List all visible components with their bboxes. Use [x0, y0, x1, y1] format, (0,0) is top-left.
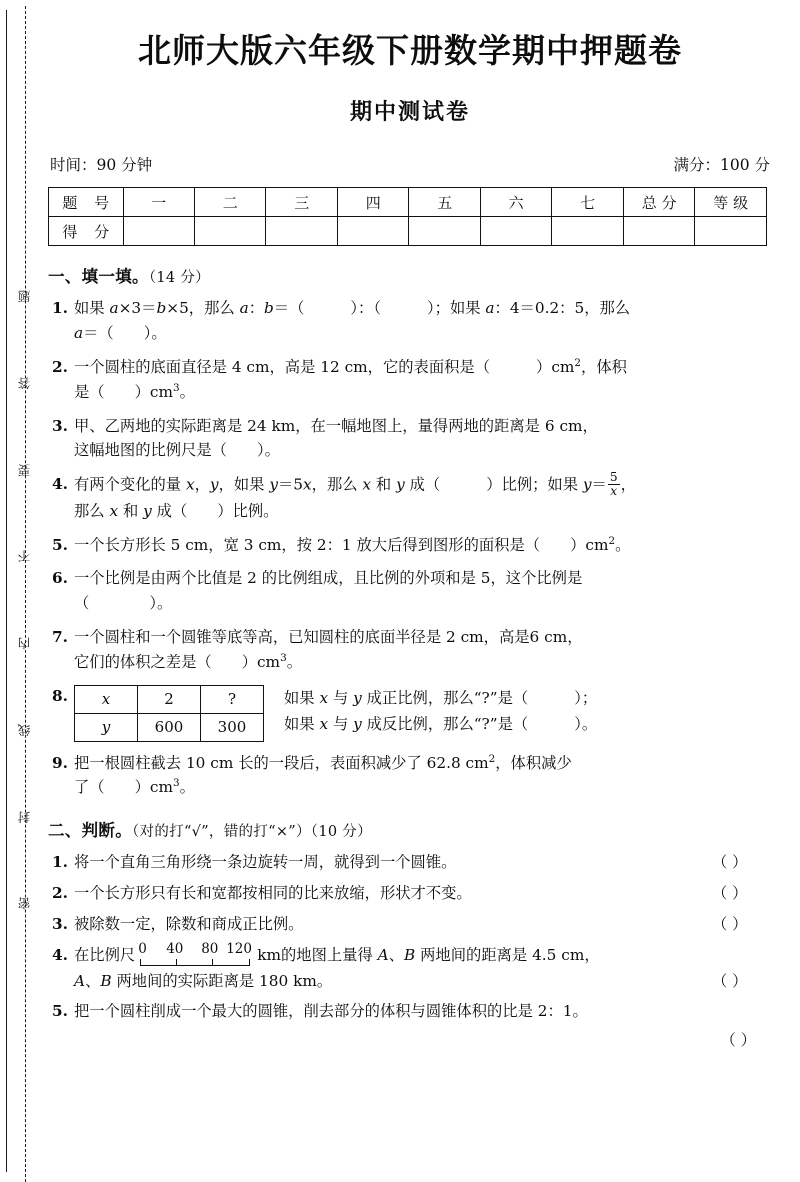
- var-x: x: [185, 475, 195, 494]
- cell-x-value-2: ?: [201, 685, 264, 713]
- question-number: 4.: [52, 475, 68, 494]
- question-2-2: [48, 881, 772, 906]
- seal-char-4: 内: [16, 637, 32, 650]
- question-number: 8.: [52, 686, 68, 705]
- question-1-6: [48, 566, 772, 616]
- question-body: [74, 751, 772, 801]
- q-text: ×3＝: [118, 299, 157, 318]
- question-number: 3.: [52, 914, 68, 933]
- unit-exponent: 2: [488, 752, 496, 765]
- seal-char-7: 密: [16, 897, 32, 910]
- question-2-4: [48, 940, 772, 994]
- score-table-value-row: [49, 217, 767, 246]
- true-false-answer-paren[interactable]: （ ）: [712, 971, 748, 990]
- scale-tick-120: [249, 959, 250, 966]
- q-text: ：4＝0.2：5，那么: [494, 299, 631, 318]
- q-text: 。: [286, 652, 302, 671]
- section-1-heading: [48, 263, 772, 287]
- q-text: 是（: [74, 382, 105, 401]
- question-8-text: [284, 684, 597, 738]
- q-text: 把一根圆柱截去 10 cm 长的一段后，表面积减少了 62.8 cm: [74, 753, 489, 772]
- q-text: 和: [118, 501, 144, 520]
- seal-char-1: 答: [16, 376, 32, 390]
- page-subtitle: 期中测试卷: [349, 99, 470, 126]
- question-2-5: [48, 999, 772, 1053]
- var-b: b: [156, 299, 167, 318]
- point-B: B: [404, 945, 416, 964]
- section-2-title: 二、判断。: [48, 821, 132, 841]
- q-text: 和: [371, 475, 397, 494]
- q-text: ，如果: [218, 475, 270, 494]
- q-text: 如果: [284, 714, 320, 733]
- seal-char-6: 封: [16, 810, 32, 824]
- true-false-answer-paren[interactable]: （ ）: [720, 1031, 756, 1050]
- question-1-7: [48, 625, 772, 675]
- q-text: ）。: [143, 324, 167, 343]
- point-B: B: [100, 971, 112, 990]
- q-text: 一个圆柱和一个圆锥等底等高，已知圆柱的底面半径是 2 cm，高是6 cm，: [74, 627, 583, 646]
- q-text: 被除数一定，除数和商成正比例。: [74, 914, 304, 933]
- q-text: 成正比例，那么“?”是（: [361, 688, 529, 707]
- var-x: x: [319, 714, 329, 733]
- var-x: x: [319, 688, 329, 707]
- q-text: ）cm: [134, 778, 173, 797]
- time-label: 时间：90 分钟: [50, 156, 153, 175]
- score-cell-grade[interactable]: [695, 217, 767, 246]
- seal-char-3: 不: [16, 550, 32, 563]
- var-x: x: [303, 475, 312, 494]
- q-text: ，: [620, 475, 636, 494]
- q-text: ）。: [256, 441, 280, 460]
- proportion-table: [74, 685, 264, 742]
- unit-exponent: 2: [574, 356, 582, 369]
- question-body: [74, 414, 772, 464]
- var-a: a: [239, 299, 249, 318]
- q-text: 的地图上量得: [280, 945, 378, 964]
- q-text: ＝（: [83, 324, 114, 343]
- question-number: 5.: [52, 1002, 68, 1021]
- unit-exponent: 3: [172, 777, 180, 790]
- q-text: ）cm: [536, 357, 575, 376]
- q-text: ）；: [574, 688, 598, 707]
- question-2-1: [48, 850, 772, 875]
- question-1-1: [48, 296, 772, 346]
- q-text: ，体积减少: [495, 753, 572, 772]
- fraction-denominator: x: [608, 484, 620, 498]
- q-text: 把一个圆柱削成一个最大的圆锥，削去部分的体积与圆锥体积的比是 2：1。: [74, 1002, 588, 1021]
- q-text: ＝5: [277, 475, 304, 494]
- q-text: ＝: [591, 475, 607, 494]
- var-x: x: [109, 501, 119, 520]
- q-text: ）cm: [134, 382, 173, 401]
- var-y: y: [143, 501, 152, 520]
- q-text: ）：（: [350, 299, 381, 318]
- q-text: 如果: [284, 688, 320, 707]
- score-col-4: 四: [337, 188, 408, 217]
- q-text-line2: [74, 969, 688, 994]
- question-body: [74, 355, 772, 405]
- var-y: y: [209, 475, 219, 494]
- cell-x-label: x: [75, 685, 138, 713]
- score-col-5: 五: [409, 188, 480, 217]
- q-text: 了（: [74, 778, 105, 797]
- var-y: y: [396, 475, 405, 494]
- q-text: ×5，那么: [166, 299, 240, 318]
- q-text: 两地间的实际距离是 180 km。: [111, 971, 333, 990]
- q-text: ，: [194, 475, 210, 494]
- total-score-label: 满分：100 分: [673, 156, 770, 175]
- scale-label-40: 40: [166, 940, 184, 957]
- q-text: 它们的体积之差是（: [74, 652, 212, 671]
- score-cell-1[interactable]: [123, 217, 194, 246]
- question-number: 1.: [52, 853, 68, 872]
- map-scale-bar-graphic: [138, 940, 254, 969]
- scale-tick-40: [176, 959, 177, 966]
- seal-line-text: [14, 290, 36, 910]
- scale-bar-unit: km: [257, 945, 281, 964]
- q-text: 那么: [74, 501, 110, 520]
- section-2-heading: [48, 817, 772, 841]
- cell-x-value-1: 2: [138, 685, 201, 713]
- question-1-2: [48, 355, 772, 405]
- score-col-1: 一: [123, 188, 194, 217]
- fraction-5-over-x: [608, 471, 620, 498]
- scale-label-0: 0: [138, 940, 147, 957]
- page-title: 北师大版六年级下册数学期中押题卷: [138, 31, 682, 70]
- question-body: [74, 533, 772, 558]
- question-body: [74, 296, 772, 346]
- scale-label-80: 80: [201, 940, 219, 957]
- question-1-8: [48, 684, 772, 742]
- q-text: ）比例。: [217, 501, 279, 520]
- true-false-answer-paren[interactable]: （ ）: [712, 914, 748, 933]
- question-1-3: [48, 414, 772, 464]
- scale-bar-labels: [138, 939, 254, 957]
- question-1-4: [48, 472, 772, 523]
- cell-y-value-2: 300: [201, 713, 264, 741]
- q-text: 如果: [74, 299, 110, 318]
- true-false-answer-paren[interactable]: （ ）: [712, 853, 748, 872]
- seal-char-0: 题: [16, 290, 32, 303]
- margin-solid-line: [6, 10, 7, 1172]
- q-text: ）比例；如果: [486, 475, 583, 494]
- var-a: a: [109, 299, 119, 318]
- q-text: ）cm: [241, 652, 281, 671]
- score-table-row-label-2: 得 分: [49, 217, 124, 246]
- question-body: [74, 684, 772, 742]
- score-cell-total[interactable]: [623, 217, 694, 246]
- q-text: 这幅地图的比例尺是（: [74, 441, 227, 460]
- score-cell-3[interactable]: [266, 217, 337, 246]
- question-body: [74, 940, 772, 994]
- score-cell-6[interactable]: [480, 217, 551, 246]
- question-number: 2.: [52, 357, 68, 376]
- q-text: 成（: [151, 501, 188, 520]
- question-body: [74, 472, 772, 523]
- question-number: 9.: [52, 753, 68, 772]
- q-text: 一个比例是由两个比值是 2 的比例组成，且比例的外项和是 5，这个比例是: [74, 569, 583, 588]
- unit-exponent: 2: [608, 534, 616, 547]
- q-text: ）；如果: [427, 299, 486, 318]
- question-body: [74, 850, 772, 875]
- q-text: 。: [615, 535, 631, 554]
- q-text: 。: [179, 778, 195, 797]
- q-text: ＝（: [273, 299, 305, 318]
- scale-bar-axis: [140, 965, 250, 966]
- section-1-points: （14 分）: [148, 270, 210, 287]
- score-col-6: 六: [480, 188, 551, 217]
- q-text: ：: [248, 299, 264, 318]
- score-col-7: 七: [552, 188, 623, 217]
- q-text: ）。: [149, 594, 173, 613]
- question-2-4-line2: [74, 969, 772, 994]
- scale-label-120: 120: [226, 940, 252, 957]
- question-2-3: [48, 912, 772, 937]
- var-a: a: [74, 324, 84, 343]
- q-text: 、: [388, 945, 405, 964]
- q-text: 将一个直角三角形绕一条边旋转一周，就得到一个圆锥。: [74, 853, 457, 872]
- question-number: 3.: [52, 416, 68, 435]
- question-number: 4.: [52, 945, 68, 964]
- unit-exponent: 3: [172, 381, 180, 394]
- question-number: 2.: [52, 884, 68, 903]
- question-number: 5.: [52, 535, 68, 554]
- q-text: 。: [179, 382, 195, 401]
- q-text: 成（: [404, 475, 441, 494]
- score-col-grade: 等 级: [695, 188, 767, 217]
- q-text: 与: [328, 714, 354, 733]
- q-text: 一个长方形只有长和宽都按相同的比来放缩，形状才不变。: [74, 884, 472, 903]
- cell-y-label: y: [75, 713, 138, 741]
- point-A: A: [377, 945, 389, 964]
- var-y: y: [582, 475, 592, 494]
- question-body: [74, 881, 772, 906]
- q-text: 两地间的距离是 4.5 cm，: [415, 945, 600, 964]
- var-y: y: [353, 714, 362, 733]
- var-a: a: [485, 299, 495, 318]
- score-cell-5[interactable]: [409, 217, 480, 246]
- cell-y-value-1: 600: [138, 713, 201, 741]
- score-table: [48, 187, 767, 246]
- question-body: [74, 625, 772, 675]
- var-x: x: [362, 475, 372, 494]
- q-text: 一个圆柱的底面直径是 4 cm，高是 12 cm，它的表面积是（: [74, 357, 491, 376]
- page-content: [48, 0, 772, 1053]
- true-false-answer-paren[interactable]: （ ）: [712, 884, 748, 903]
- q-text: ）cm: [570, 535, 609, 554]
- score-cell-2[interactable]: [195, 217, 266, 246]
- point-A: A: [74, 971, 86, 990]
- scale-tick-80: [212, 959, 213, 966]
- score-cell-4[interactable]: [337, 217, 408, 246]
- question-number: 6.: [52, 569, 68, 588]
- score-table-row-label: 题 号: [49, 188, 124, 217]
- question-body: [74, 566, 772, 616]
- var-y: y: [269, 475, 278, 494]
- q-text: 在比例尺: [74, 945, 136, 964]
- q-text: （: [74, 594, 90, 613]
- scale-tick-0: [140, 959, 141, 966]
- q-text: 成反比例，那么“?”是（: [361, 714, 529, 733]
- q-text: 、: [85, 971, 101, 990]
- score-table-header-row: [49, 188, 767, 217]
- section-1-title: 一、填一填。: [48, 267, 149, 287]
- var-b: b: [264, 299, 274, 318]
- q-text: 有两个变化的量: [74, 475, 186, 494]
- q-text: ，那么: [311, 475, 363, 494]
- exam-meta: [48, 153, 772, 175]
- q-text: 与: [328, 688, 354, 707]
- var-y: y: [353, 688, 362, 707]
- table-row: [75, 685, 264, 713]
- score-col-3: 三: [266, 188, 337, 217]
- question-body: [74, 912, 772, 937]
- question-1-9: [48, 751, 772, 801]
- seal-char-2: 要: [16, 463, 32, 477]
- question-number: 7.: [52, 627, 68, 646]
- score-col-2: 二: [195, 188, 266, 217]
- question-1-5: [48, 533, 772, 558]
- section-2-points: （对的打“√”，错的打“×”）（10 分）: [132, 824, 372, 841]
- question-body: [74, 999, 772, 1053]
- unit-exponent: 3: [280, 651, 287, 664]
- score-cell-7[interactable]: [552, 217, 623, 246]
- fraction-numerator: 5: [609, 470, 618, 485]
- q-text: 甲、乙两地的实际距离是 24 km，在一幅地图上，量得两地的距离是 6 cm，: [74, 416, 598, 435]
- score-col-total: 总 分: [623, 188, 694, 217]
- q-text: 一个长方形长 5 cm，宽 3 cm，按 2：1 放大后得到图形的面积是（: [74, 535, 541, 554]
- seal-char-5: 线: [16, 723, 32, 737]
- q-text: ，体积: [581, 357, 627, 376]
- q-text: ）。: [574, 714, 598, 733]
- question-number: 1.: [52, 299, 68, 318]
- table-row: [75, 713, 264, 741]
